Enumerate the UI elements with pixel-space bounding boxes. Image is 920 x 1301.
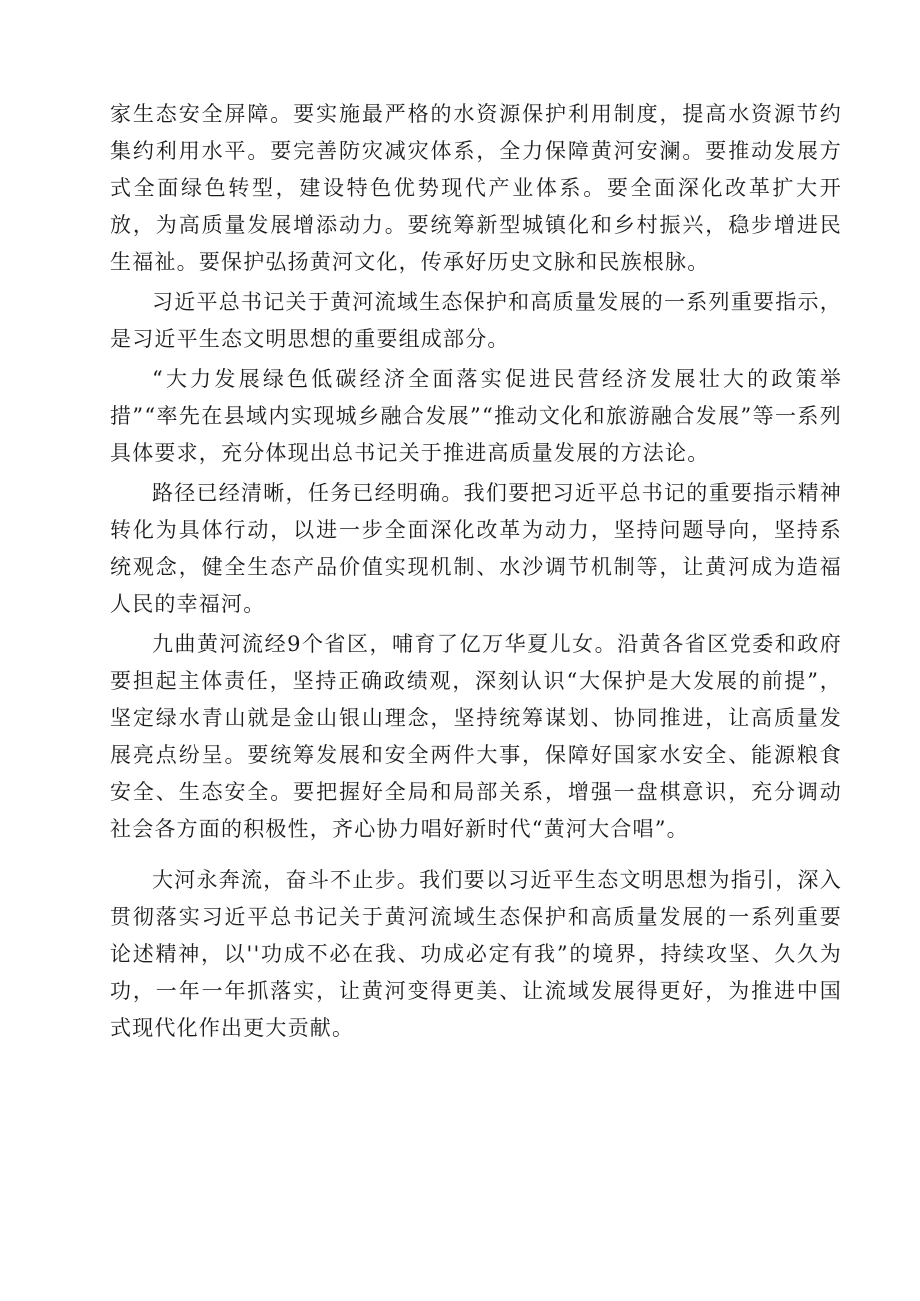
paragraph: 路径已经清晰，任务已经明确。我们要把习近平总书记的重要指示精神转化为具体行动，以进一步全面深化改革为动力，坚持问题导向，坚持系统观念，健全生态产品价值实现机制、水沙调节机制等，让黄河成为造福人民的幸福河。 <box>110 481 842 616</box>
paragraph: 九曲黄河流经9个省区，哺育了亿万华夏儿女。沿黄各省区党委和政府要担起主体责任，坚持正确政绩观，深刻认识“大保护是大发展的前提”，坚定绿水青山就是金山银山理念，坚持统筹谋划、协同推进，让高质量发展亮点纷呈。要统筹发展和安全两件大事，保障好国家水安全、能源粮食安全、生态安全。要把握好全局和局部关系，增强一盘棋意识，充分调动社会各方面的积极性，齐心协力唱好新时代“黄河大合唱”。 <box>110 632 842 841</box>
paragraph: 大河永奔流，奋斗不止步。我们要以习近平生态文明思想为指引，深入贯彻落实习近平总书记关于黄河流域生态保护和高质量发展的一系列重要论述精神，以''功成不必在我、功成必定有我”的境界，持续攻坚、久久为功，一年一年抓落实，让黄河变得更美、让流域发展得更好，为推进中国式现代化作出更大贡献。 <box>110 868 842 1040</box>
document-body <box>110 96 842 1050</box>
paragraph-continuation: 家生态安全屏障。要实施最严格的水资源保护利用制度，提高水资源节约集约利用水平。要完善防灾减灾体系，全力保障黄河安澜。要推动发展方式全面绿色转型，建设特色优势现代产业体系。要全面深化改革扩大开放，为高质量发展增添动力。要统筹新型城镇化和乡村振兴，稳步增进民生福祉。要保护弘扬黄河文化，传承好历史文脉和民族根脉。 <box>110 102 842 274</box>
paragraph: 习近平总书记关于黄河流域生态保护和高质量发展的一系列重要指示，是习近平生态文明思想的重要组成部分。 <box>110 290 842 351</box>
paragraph: “大力发展绿色低碳经济全面落实促进民营经济发展壮大的政策举措”“率先在县域内实现城乡融合发展”“推动文化和旅游融合发展”等一系列具体要求，充分体现出总书记关于推进高质量发展的方法论。 <box>110 367 842 465</box>
